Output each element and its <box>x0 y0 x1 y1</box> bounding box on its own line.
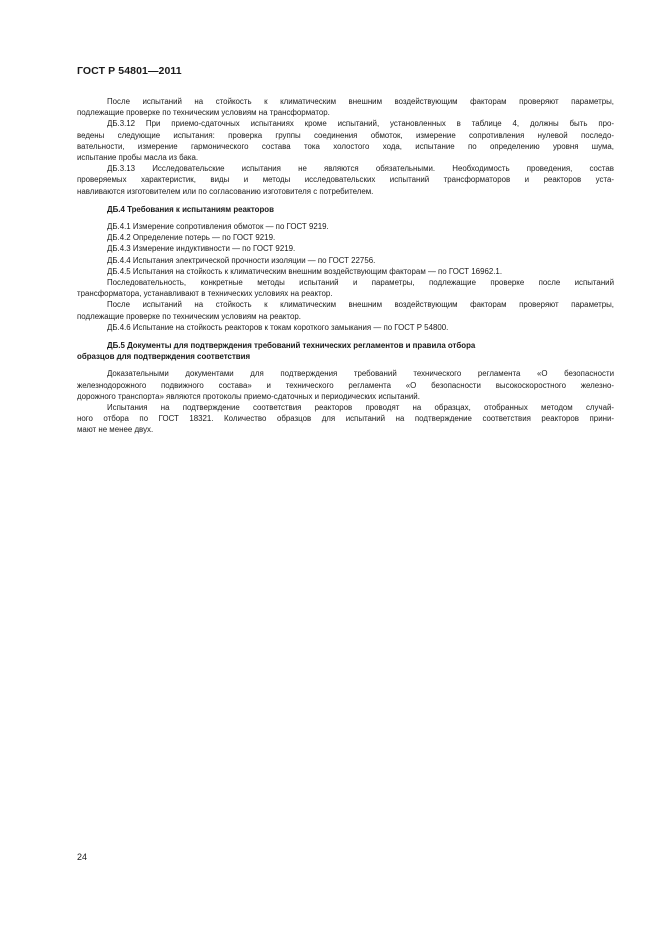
text-line: ного отбора по ГОСТ 18321. Количество образцов для испытаний на подтверждение соответствия реакторов прини- <box>77 414 614 424</box>
page-number: 24 <box>77 852 88 862</box>
paragraph-db-3-13 <box>77 163 614 197</box>
paragraph-db-3-12 <box>77 118 614 163</box>
list-item: ДБ.4.4 Испытания электрической прочности изоляции — по ГОСТ 22756. <box>107 255 376 265</box>
paragraph-climatic-transformer <box>77 96 614 118</box>
text-line: железнодорожного подвижного состава» и технического регламента «О безопасности высокоскоростного железно- <box>77 380 614 390</box>
text-line: проверяемых характеристик, виды и методы исследовательских испытаний трансформаторов и реакторов уста- <box>77 175 614 185</box>
heading-line: ДБ.5 Документы для подтверждения требований технических регламентов и правила отбора <box>107 341 476 351</box>
list-item: ДБ.4.3 Измерение индуктивности — по ГОСТ 9219. <box>107 244 296 254</box>
text-line: дорожного транспорта» являются протоколы приемо-сдаточных и периодических испытаний. <box>77 391 420 401</box>
text-line: Последовательность, конкретные методы испытаний и параметры, подлежащие проверке после испытаний <box>107 278 614 288</box>
list-item: ДБ.4.2 Определение потерь — по ГОСТ 9219. <box>107 233 276 243</box>
paragraph-climatic-reactor <box>77 299 614 321</box>
text-line: ДБ.3.13 Исследовательские испытания не являются обязательными. Необходимость проведения, состав <box>107 164 614 174</box>
text-line: ДБ.3.12 При приемо-сдаточных испытаниях кроме испытаний, установленных в таблице 4, должны быть про- <box>107 119 614 129</box>
paragraph-conformity-testing <box>77 402 614 436</box>
list-item: ДБ.4.1 Измерение сопротивления обмоток — по ГОСТ 9219. <box>107 222 329 232</box>
text-line: трансформатора, устанавливают в технических условиях на реактор. <box>77 289 333 299</box>
list-item: ДБ.4.5 Испытания на стойкость к климатическим внешним воздействующим факторам — по ГОСТ 16962.1. <box>107 266 503 276</box>
text-line: испытание пробы масла из бака. <box>77 153 199 163</box>
text-line: навливаются изготовителем или по согласованию изготовителя с потребителем. <box>77 186 374 196</box>
heading-line: образцов для подтверждения соответствия <box>77 352 251 362</box>
text-line: Испытания на подтверждение соответствия реакторов проводят на образцах, отобранных методом случай- <box>107 403 614 413</box>
section-heading-db-5 <box>77 340 614 362</box>
text-line: Доказательными документами для подтверждения требований технического регламента «О безопасности <box>107 369 614 379</box>
list-item: ДБ.4.6 Испытание на стойкость реакторов к токам короткого замыкания — по ГОСТ Р 54800. <box>107 322 449 332</box>
paragraph-evidence-documents <box>77 368 614 402</box>
paragraph-sequence <box>77 277 614 299</box>
text-line: вательности, измерение гармонического состава тока холостого хода, испытание по определению уровня шума, <box>77 141 614 151</box>
text-line: После испытаний на стойкость к климатическим внешним воздействующим факторам проверяют параметры, <box>107 97 614 106</box>
section-heading-db-4: ДБ.4 Требования к испытаниям реакторов <box>107 204 274 214</box>
text-line: ведены следующие испытания: проверка группы соединения обмоток, измерение сопротивления нулевой последо- <box>77 130 614 140</box>
text-line: подлежащие проверке по техническим условиям на трансформатор. <box>77 108 330 118</box>
document-body <box>77 96 614 436</box>
list-item-db-4-6 <box>77 322 614 333</box>
list-db-4 <box>77 221 614 277</box>
text-line: подлежащие проверке по техническим условиям на реактор. <box>77 311 301 321</box>
text-line: мают не менее двух. <box>77 425 154 435</box>
text-line: После испытаний на стойкость к климатическим внешним воздействующим факторам проверяют параметры, <box>107 300 614 310</box>
document-header: ГОСТ Р 54801—2011 <box>77 65 182 77</box>
